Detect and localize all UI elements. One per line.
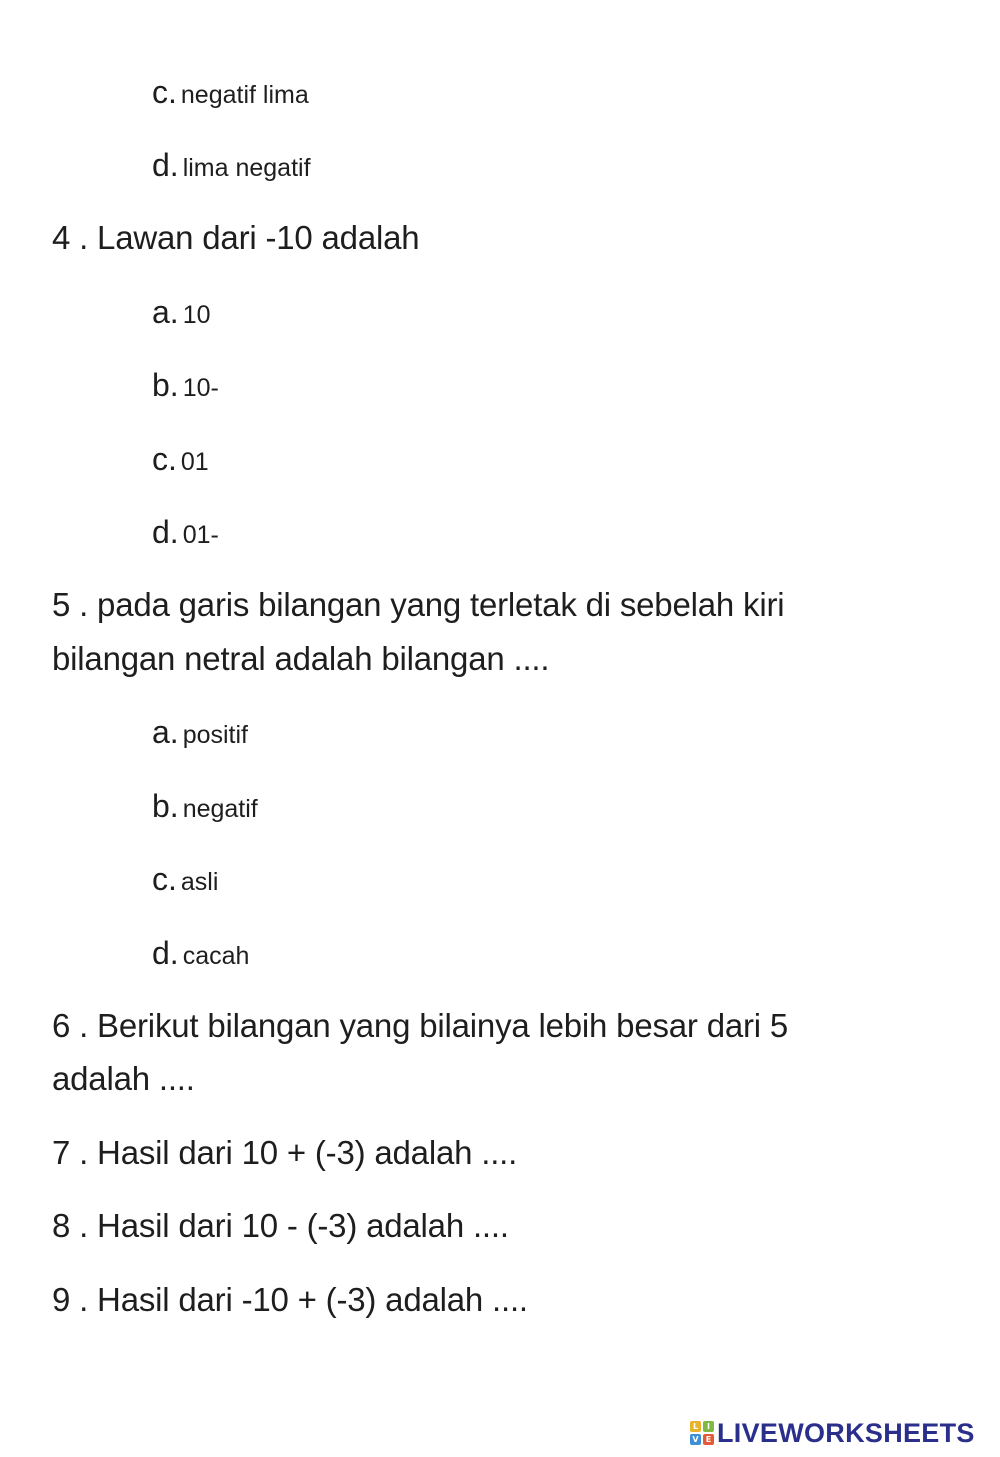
option-text: 01- [182, 521, 219, 549]
logo-cell: I [703, 1421, 714, 1432]
option-letter: a. [152, 294, 179, 330]
option-letter: c. [152, 74, 177, 110]
q5-option-c [152, 861, 218, 904]
option-letter: b. [152, 788, 179, 824]
option-text: positif [182, 721, 248, 749]
logo-cell: L [690, 1421, 701, 1432]
option-letter: b. [152, 367, 179, 403]
option-letter: d. [152, 935, 179, 971]
option-text: 10- [182, 374, 219, 402]
question-9-text: 9 . Hasil dari -10 + (-3) adalah .... [52, 1281, 528, 1318]
q5-option-b [152, 788, 258, 831]
q4-option-a [152, 294, 211, 337]
q4-option-b [152, 367, 219, 410]
option-letter: d. [152, 147, 179, 183]
logo-cell: V [690, 1434, 701, 1445]
liveworksheets-brand-text: LIVEWORKSHEETS [717, 1418, 975, 1448]
option-letter: d. [152, 514, 179, 550]
option-text: 01 [180, 448, 209, 476]
option-text: negatif lima [180, 81, 309, 109]
question-4-text: 4 . Lawan dari -10 adalah [52, 219, 420, 256]
liveworksheets-logo [690, 1418, 975, 1448]
option-letter: c. [152, 441, 177, 477]
q5-option-d [152, 935, 249, 978]
q5-option-a [152, 714, 248, 757]
question-5-line-1: 5 . pada garis bilangan yang terletak di sebelah kiri [52, 586, 785, 623]
option-text: asli [180, 868, 219, 896]
q3-option-d [152, 147, 311, 190]
option-text: negatif [182, 795, 258, 823]
option-text: cacah [182, 942, 250, 970]
question-6-line-1: 6 . Berikut bilangan yang bilainya lebih besar dari 5 [52, 1007, 789, 1044]
q4-option-c [152, 441, 209, 484]
option-text: 10 [182, 301, 211, 329]
question-5-line-2: bilangan netral adalah bilangan .... [52, 640, 550, 677]
option-letter: a. [152, 714, 179, 750]
q4-option-d [152, 514, 219, 557]
option-letter: c. [152, 861, 177, 897]
logo-cell: E [703, 1434, 714, 1445]
option-text: lima negatif [182, 154, 311, 182]
question-6-line-2: adalah .... [52, 1060, 195, 1097]
question-7-text: 7 . Hasil dari 10 + (-3) adalah .... [52, 1134, 518, 1171]
question-8-text: 8 . Hasil dari 10 - (-3) adalah .... [52, 1207, 509, 1244]
liveworksheets-logo-icon [690, 1421, 714, 1445]
q3-option-c [152, 74, 309, 117]
